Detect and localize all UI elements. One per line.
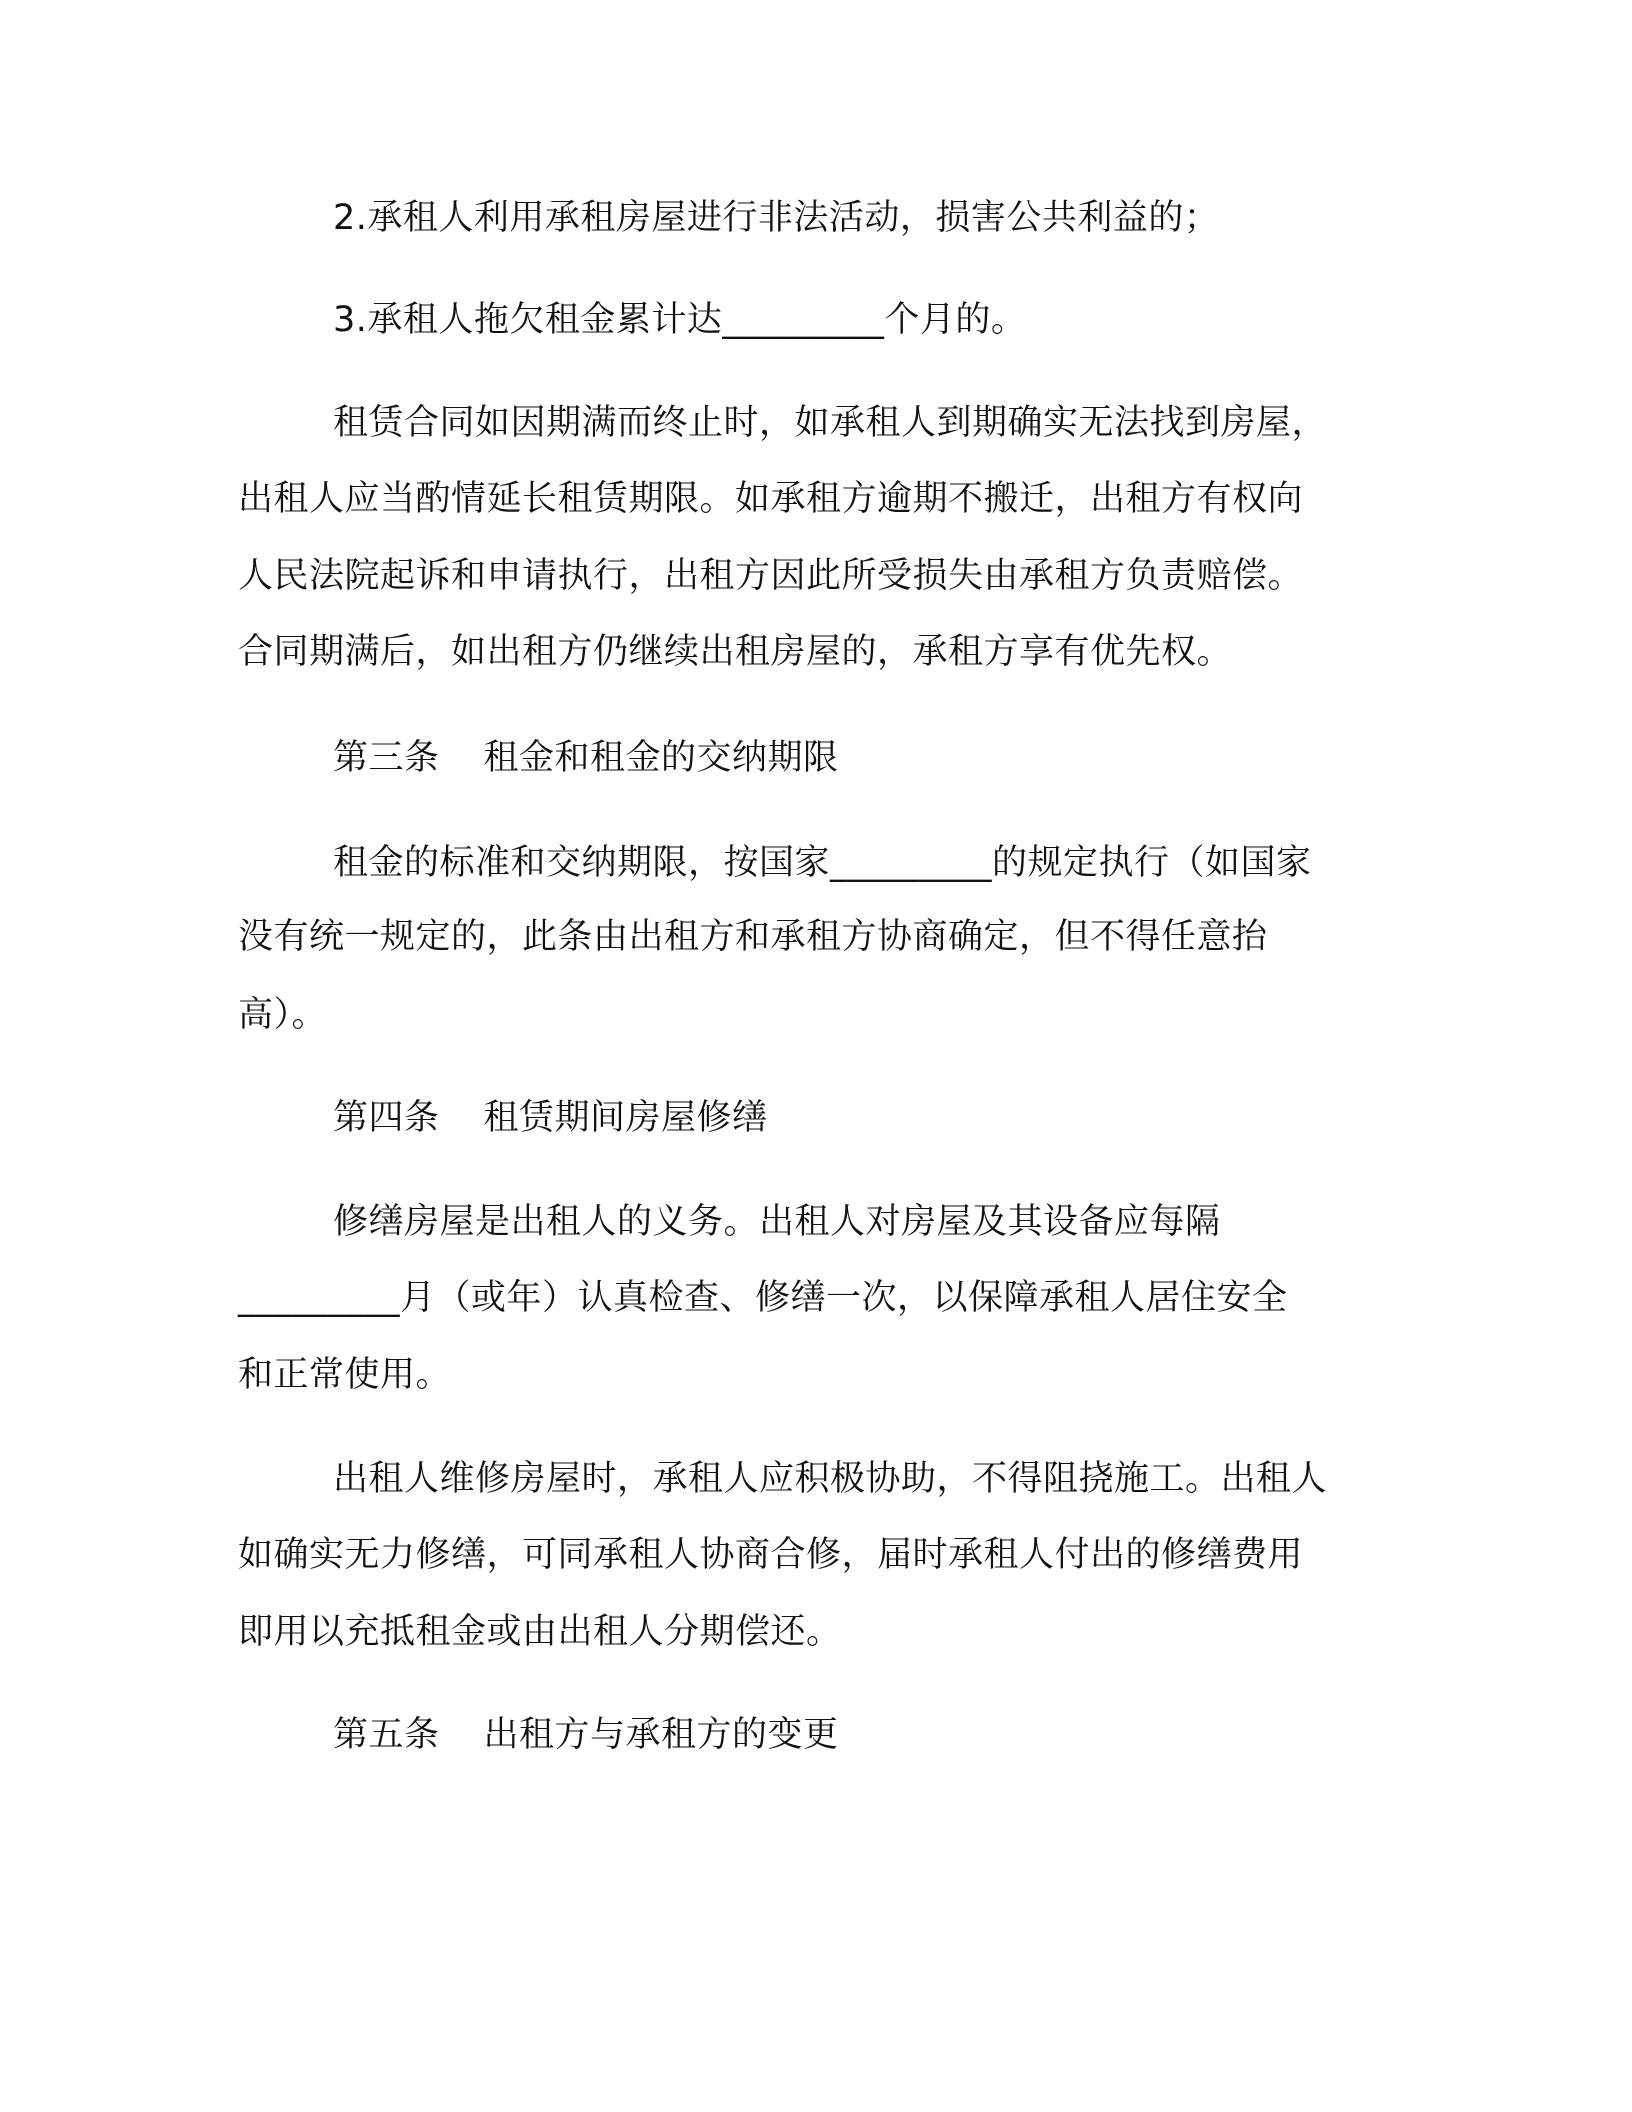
section-number: 第五条 bbox=[333, 1715, 440, 1755]
paragraph-line: 和正常使用。 bbox=[238, 1355, 452, 1395]
section-heading-4 bbox=[333, 1093, 768, 1143]
paragraph-line: 合同期满后，如出租方仍继续出租房屋的，承租方享有优先权。 bbox=[238, 632, 1233, 672]
section-heading-3 bbox=[333, 733, 839, 783]
clause-item-2: 2.承租人利用承租房屋进行非法活动，损害公共利益的； bbox=[333, 198, 1220, 238]
paragraph-line: 高）。 bbox=[238, 995, 328, 1035]
paragraph-line: 如确实无力修缮，可同承租人协商合修，届时承租人付出的修缮费用 bbox=[238, 1535, 1304, 1575]
section-title: 租赁期间房屋修缮 bbox=[483, 1098, 768, 1138]
section-number: 第三条 bbox=[333, 738, 440, 778]
paragraph-line: 租赁合同如因期满而终止时，如承租人到期确实无法找到房屋， bbox=[333, 403, 1328, 443]
paragraph-line: 租金的标准和交纳期限，按国家_________的规定执行（如国家 bbox=[333, 843, 1312, 883]
section-title: 出租方与承租方的变更 bbox=[483, 1715, 839, 1755]
paragraph-line: _________月（或年）认真检查、修缮一次，以保障承租人居住安全 bbox=[238, 1278, 1288, 1318]
clause-item-3: 3.承租人拖欠租金累计达_________个月的。 bbox=[333, 300, 1027, 340]
section-number: 第四条 bbox=[333, 1098, 440, 1138]
paragraph-line: 即用以充抵租金或由出租人分期偿还。 bbox=[238, 1612, 842, 1652]
section-title: 租金和租金的交纳期限 bbox=[483, 738, 839, 778]
paragraph-line: 没有统一规定的，此条由出租方和承租方协商确定，但不得任意抬 bbox=[238, 917, 1268, 957]
paragraph-line: 出租人应当酌情延长租赁期限。如承租方逾期不搬迁，出租方有权向 bbox=[238, 479, 1304, 519]
paragraph-line: 人民法院起诉和申请执行，出租方因此所受损失由承租方负责赔偿。 bbox=[238, 556, 1304, 596]
section-heading-5 bbox=[333, 1710, 839, 1760]
paragraph-line: 修缮房屋是出租人的义务。出租人对房屋及其设备应每隔 bbox=[333, 1202, 1221, 1242]
paragraph-line: 出租人维修房屋时，承租人应积极协助，不得阻挠施工。出租人 bbox=[333, 1459, 1328, 1499]
